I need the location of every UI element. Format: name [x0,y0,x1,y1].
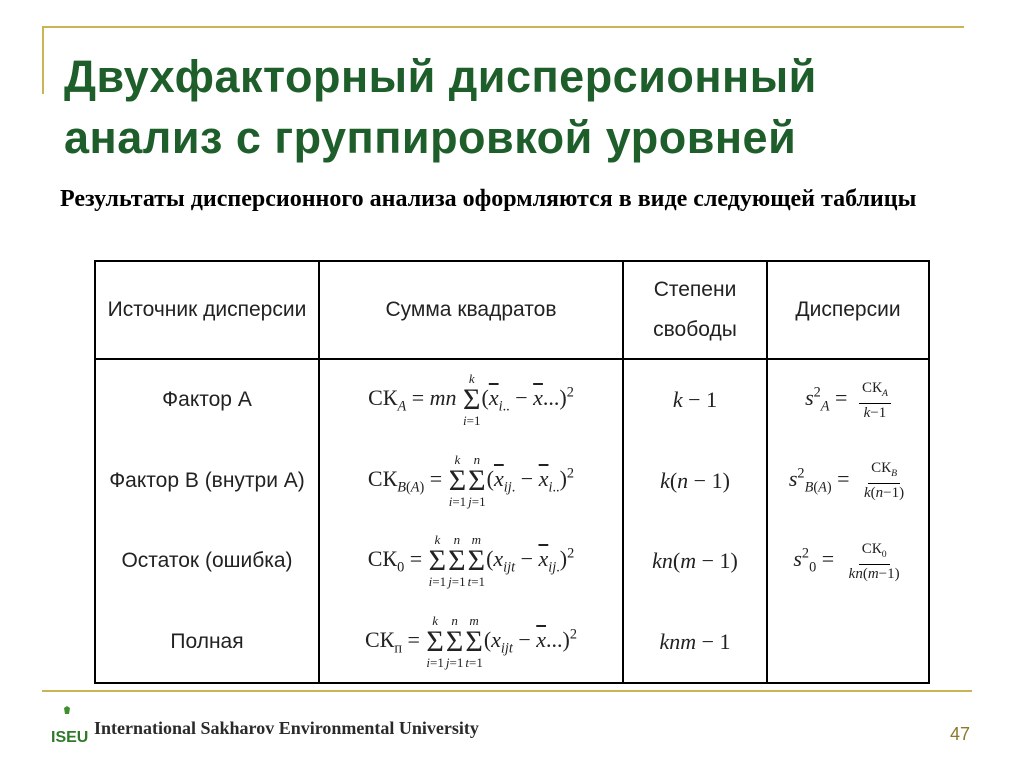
row-source: Остаток (ошибка) [95,521,319,601]
logo-text: ISEU [51,729,89,746]
row-source: Фактор A [95,359,319,441]
row-source: Фактор B (внутри А) [95,441,319,521]
table-row [95,601,929,683]
row-sum-squares [319,441,623,521]
footer-university: International Sakharov Environmental University [94,718,479,738]
footer-divider [42,690,972,692]
formula: $СК_п$ = k Σ i=1 n Σ j=1 m Σ t=1 $(x_{ijt} - \overline{x}...)^2$ [364,612,578,670]
formula: $СК_{B(A)}$ = k Σ i=1 n Σ j=1 $(\overline{x}_{ij.} - \overline{x}_{i..})^2$ [367,451,575,509]
header-degrees-freedom: Степени свободы [623,261,767,359]
top-frame-line [42,26,964,28]
left-frame-line [42,26,44,94]
header-variance: Дисперсии [767,261,929,359]
slide-title: Двухфакторный дисперсионный анализ с группировкой уровней [64,51,817,163]
formula: $s^2_{B(A)}$ = $\frac{СК_B}{k(n-1)}$ [788,460,905,502]
header-sum-squares: Сумма квадратов [319,261,623,359]
table-header-row [95,261,929,359]
row-variance [767,601,929,683]
header-source: Источник дисперсии [95,261,319,359]
row-variance [767,521,929,601]
row-df: knm − 1 [623,601,767,683]
row-sum-squares [319,601,623,683]
row-df: kn(m − 1) [623,521,767,601]
iseu-logo-icon [50,706,89,746]
table-row [95,441,929,521]
slide-subtitle: Результаты дисперсионного анализа оформляются в виде следующей таблицы [60,186,917,212]
table-row [95,521,929,601]
page-number: 47 [949,724,970,744]
row-df: k(n − 1) [623,441,767,521]
formula: $s^2_0$ = $\frac{СК_0}{kn(m-1)}$ [793,540,900,582]
anova-table [94,260,930,684]
row-variance [767,359,929,441]
row-df: k − 1 [623,359,767,441]
formula: $СК_A$ = mn k Σ i=1 $(\overline{x}_{i..} - \overline{x}...)^2$ [368,371,574,429]
formula: $СК_0$ = k Σ i=1 n Σ j=1 m Σ t=1 $(x_{ijt} - \overline{x}_{ij.})^2$ [367,532,575,590]
row-source: Полная [95,601,319,683]
row-variance [767,441,929,521]
row-sum-squares [319,521,623,601]
table-row [95,359,929,441]
row-sum-squares [319,359,623,441]
formula: $s^2_A$ = $\frac{СК_A}{k-1}$ [805,385,891,410]
